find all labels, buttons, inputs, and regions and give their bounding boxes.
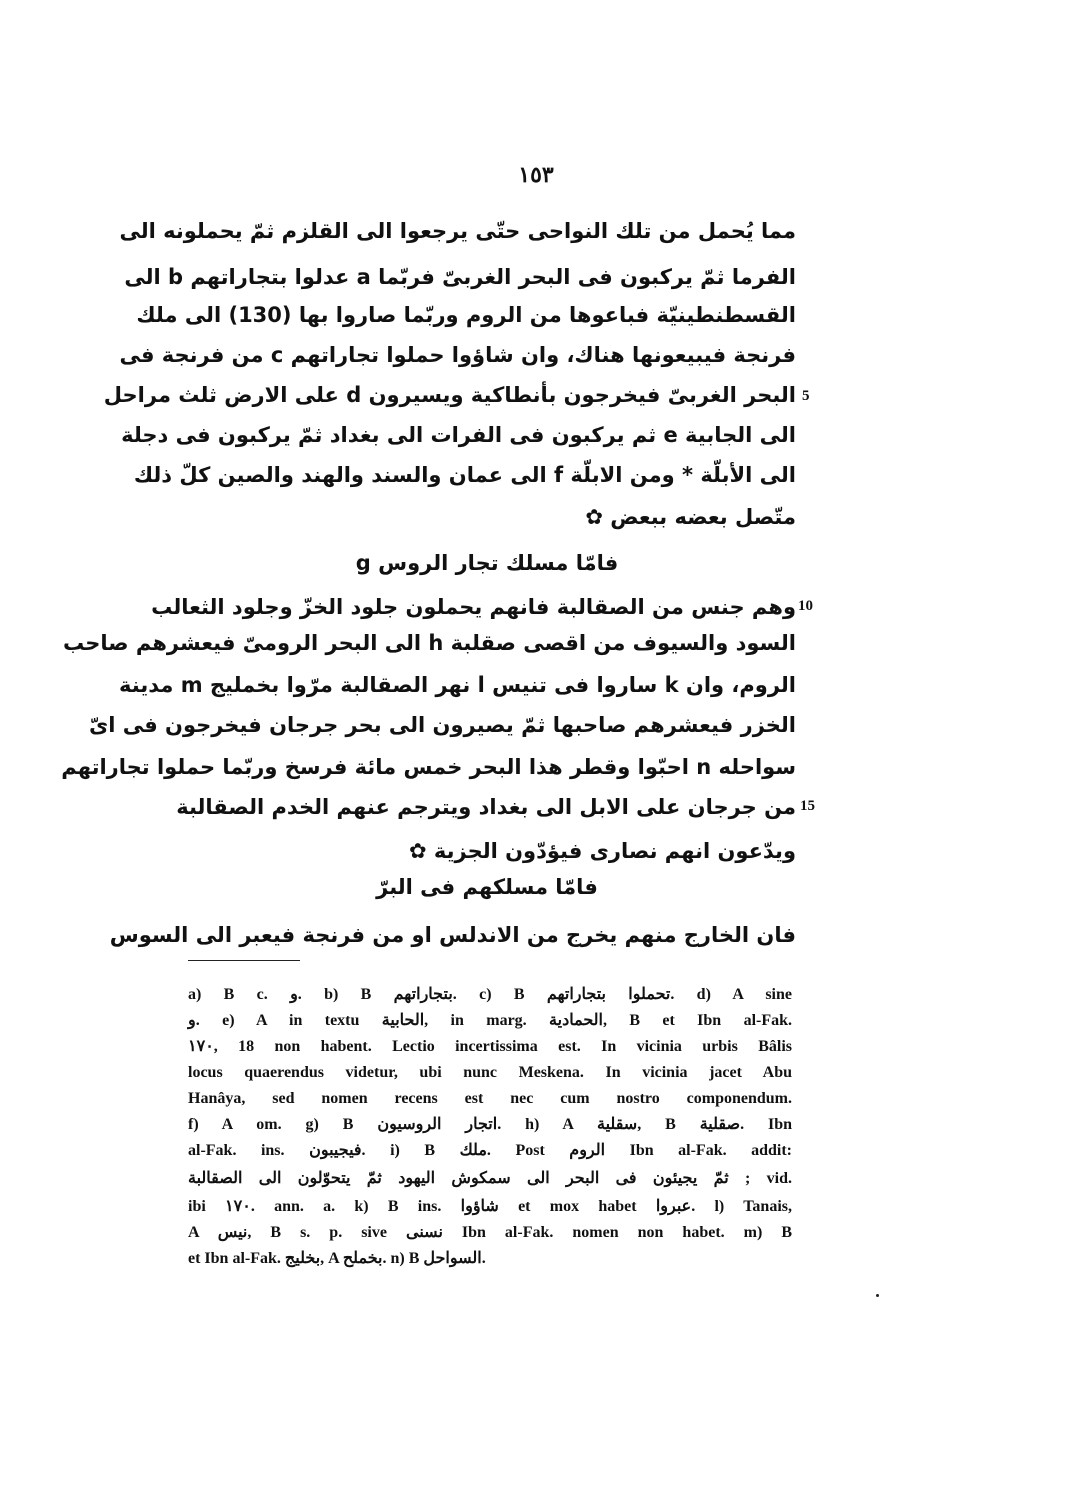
text-line: ويدّعون انهم نصارى فيؤدّون الجزية ✿ [408,839,796,863]
speck [876,1294,879,1297]
footnote-line: Hanâya, sed nomen recens est nec cum nostro componendum. [188,1090,792,1107]
footnote-line: ثمّ يجيئون فى البحر الى سمكوش اليهود ثمّ يتحوّلون الى الصقالبة ; vid. [188,1170,792,1187]
text-line: القسطنطينيّة فباعوها من الروم وربّما صاروا بها (130) الى ملك [136,303,796,327]
footnote-line: f) A om. g) B اتجار الروسيون. h) A سقلية, B صقلية. Ibn [188,1116,793,1133]
footnote-line: locus quaerendus videtur, ubi nunc Meskena. In vicinia jacet Abu [188,1064,792,1081]
section-heading: فامّا مسلكهم فى البرّ [376,875,598,899]
text-line: الخزر فيعشرهم صاحبها ثمّ يصيرون الى بحر جرجان فيخرجون فى اىّ [88,713,796,737]
text-line: الى الأبلّة * ومن الابلّة f الى عمان والسند والهند والصين كلّ ذلك [133,463,796,487]
text-line: الى الجابية e ثم يركبون فى الفرات الى بغداد ثمّ يركبون فى دجلة [121,423,796,447]
footnote-line: و. e) A in textu الحابية, in marg. الحمادية, B et Ibn al-Fak. [188,1012,793,1029]
line-number: 10 [798,598,813,614]
footnote-line: ibi ١٧٠. ann. a. k) B ins. شاؤوا et mox habet عبروا. l) Tanais, [188,1198,792,1215]
text-line: الفرما ثمّ يركبون فى البحر الغربىّ فربّما a عدلوا بتجاراتهم b الى [124,265,796,289]
line-number: 15 [800,798,815,814]
footnote-line: A نيس, B s. p. sive نسنى Ibn al-Fak. nomen non habet. m) B [188,1224,793,1241]
text-line: البحر الغربىّ فيخرجون بأنطاكية ويسيرون d على الارض ثلث مراحل [103,383,796,407]
section-heading: فامّا مسلك تجار الروس g [355,551,619,575]
footnote-line: al-Fak. ins. فيجيبون. i) B ملك. Post الروم Ibn al-Fak. addit: [188,1142,793,1159]
footnote-rule [188,960,300,961]
text-line: الروم، وان k ساروا فى تنيس l نهر الصقالبة مرّوا بخمليج m مدينة [119,673,796,697]
text-line: مما يُحمل من تلك النواحى حتّى يرجعوا الى القلزم ثمّ يحملونه الى [119,219,796,243]
text-line: سواحله n احبّوا وقطر هذا البحر خمس مائة فرسخ وربّما حملوا تجاراتهم [61,755,796,779]
text-line: متّصل بعضه ببعض ✿ [585,505,796,529]
text-line: وهم جنس من الصقالبة فانهم يحملون جلود الخزّ وجلود الثعالب [151,595,796,619]
text-line: فرنجة فيبيعونها هناك، وان شاؤوا حملوا تجاراتهم c من فرنجة فى [119,343,796,367]
page-number: ١٥٣ [518,162,554,188]
text-line: من جرجان على الابل الى بغداد ويترجم عنهم الخدم الصقالبة [176,795,796,819]
footnote-line: et Ibn al-Fak. بخليج, A بخملح. n) B السواحل. [188,1250,486,1267]
footnote-line: a) B c. و. b) B بتجاراتهم. c) B تحملوا بتجاراتهم. d) A sine [188,986,793,1003]
text-line: فان الخارج منهم يخرج من الاندلس او من فرنجة فيعبر الى السوس [109,923,796,947]
line-number: 5 [802,388,810,404]
footnote-line: ١٧٠, 18 non habent. Lectio incertissima est. In vicinia urbis Bâlis [188,1038,792,1055]
text-line: السود والسيوف من اقصى صقلبة h الى البحر الرومىّ فيعشرهم صاحب [63,631,796,655]
